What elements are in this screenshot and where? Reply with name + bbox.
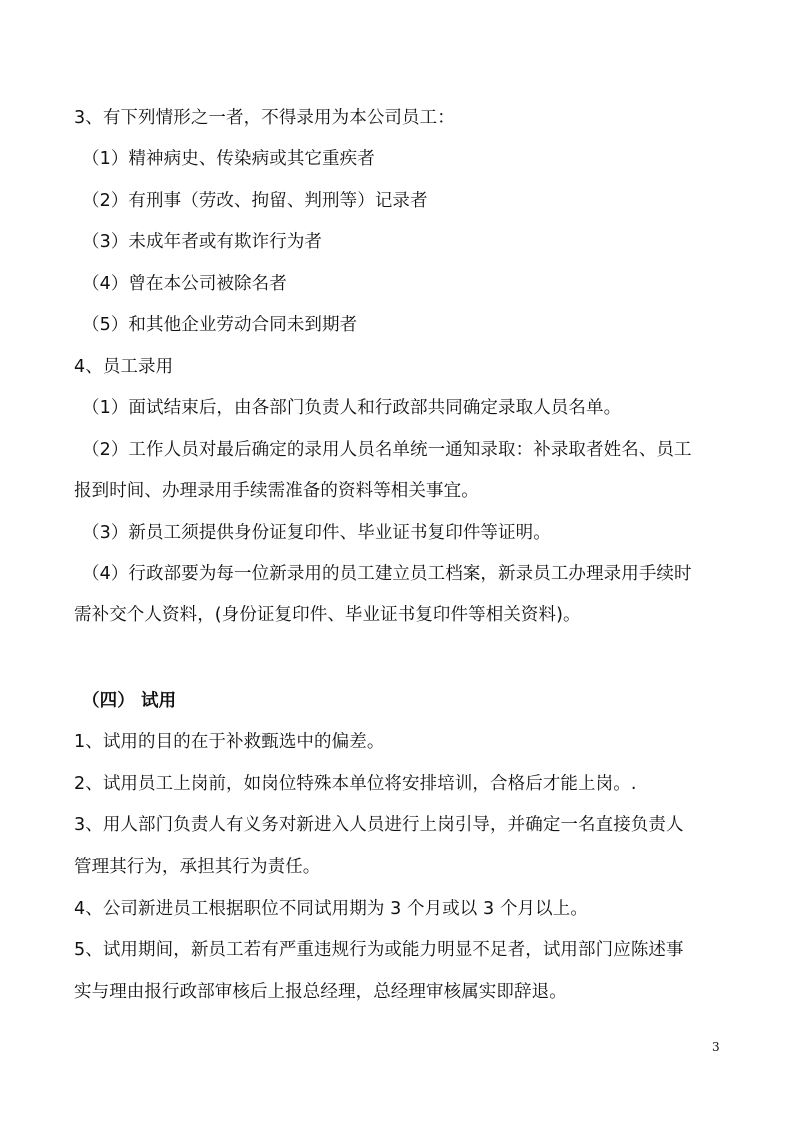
trial-heading: （四） 试用 (82, 691, 177, 711)
section-4-item-4-line-2: 需补交个人资料，(身份证复印件、毕业证书复印件等相关资料)。 (74, 605, 581, 625)
trial-item-5-line-2: 实与理由报行政部审核后上报总经理，总经理审核属实即辞退。 (74, 982, 567, 1002)
section-4-item-2-line-1: （2）工作人员对最后确定的录用人员名单统一通知录取：补录取者姓名、员工 (82, 440, 692, 460)
section-3-item-2: （2）有刑事（劳改、拘留、判刑等）记录者 (82, 191, 428, 211)
section-3-item-5: （5）和其他企业劳动合同未到期者 (82, 315, 358, 335)
trial-item-5-line-1: 5、试用期间，新员工若有严重违规行为或能力明显不足者，试用部门应陈述事 (74, 940, 684, 960)
trial-item-3-line-2: 管理其行为，承担其行为责任。 (74, 857, 321, 877)
page-number: 3 (712, 1040, 720, 1054)
trial-item-1: 1、试用的目的在于补救甄选中的偏差。 (74, 732, 385, 752)
section-3-item-4: （4）曾在本公司被除名者 (82, 274, 287, 294)
section-4-item-3: （3）新员工须提供身份证复印件、毕业证书复印件等证明。 (82, 523, 551, 543)
section-4-title: 4、员工录用 (74, 357, 174, 377)
section-4-item-1: （1）面试结束后，由各部门负责人和行政部共同确定录取人员名单。 (82, 398, 622, 418)
section-3-item-1: （1）精神病史、传染病或其它重疾者 (82, 149, 375, 169)
section-3-item-3: （3）未成年者或有欺诈行为者 (82, 232, 323, 252)
section-4-item-4-line-1: （4）行政部要为每一位新录用的员工建立员工档案，新录员工办理录用手续时 (82, 564, 692, 584)
section-3-title: 3、有下列情形之一者，不得录用为本公司员工： (74, 108, 455, 128)
section-4-item-2-line-2: 报到时间、办理录用手续需准备的资料等相关事宜。 (74, 481, 479, 501)
trial-item-3-line-1: 3、用人部门负责人有义务对新进入人员进行上岗引导，并确定一名直接负责人 (74, 815, 684, 835)
trial-item-2: 2、试用员工上岗前，如岗位特殊本单位将安排培训，合格后才能上岗。. (74, 774, 637, 794)
trial-item-4: 4、公司新进员工根据职位不同试用期为 3 个月或以 3 个月以上。 (74, 899, 588, 919)
